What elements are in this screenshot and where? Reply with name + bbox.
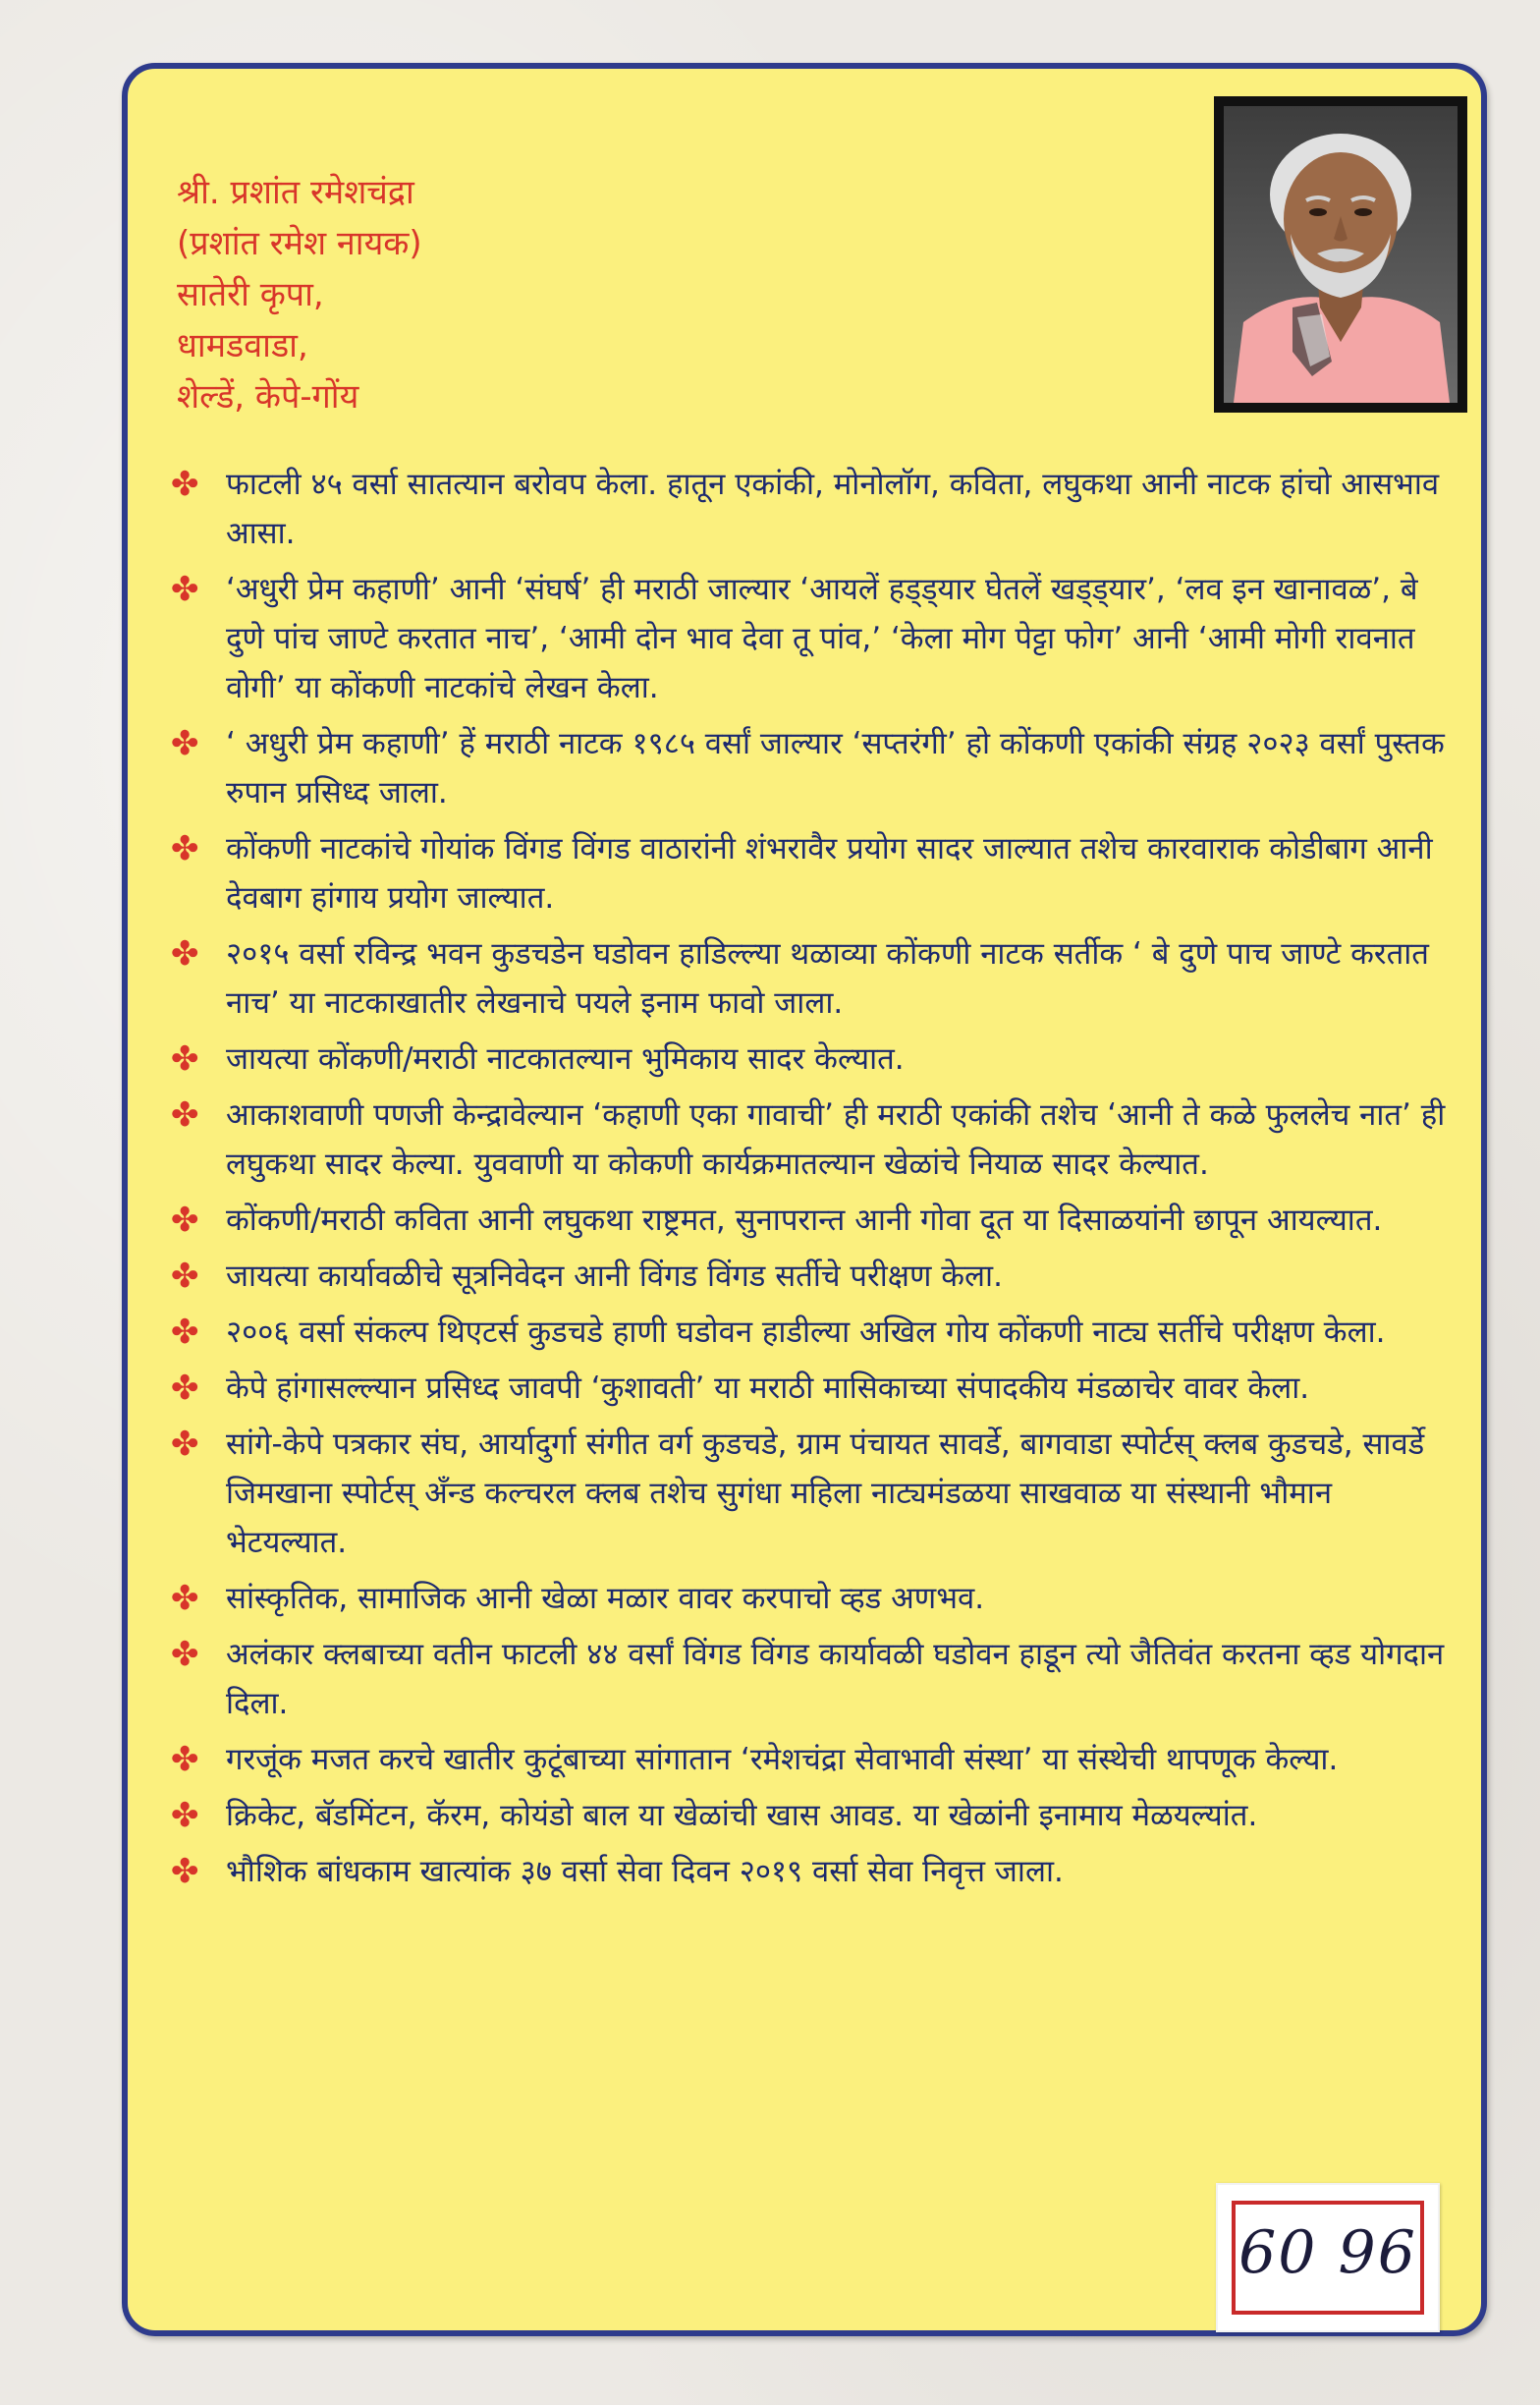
list-item [171,1364,1458,1413]
list-item-text: क्रिकेट, बॅडमिंटन, कॅरम, कोयंडो बाल या खेळांची खास आवड. या खेळांनी इनामाय मेळयल्यांत. [226,1798,1258,1833]
list-item [171,1091,1458,1189]
flower-bullet-icon: ✤ [171,1852,199,1891]
list-item [171,1791,1458,1840]
person-alt-name: (प्रशांत रमेश नायक) [177,224,422,263]
flower-bullet-icon: ✤ [171,465,199,504]
list-item-text: केपे हांगासल्ल्यान प्रसिध्द जावपी ‘कुशावती’ या मराठी मासिकाच्या संपादकीय मंडळाचेर वावर केला. [226,1370,1310,1406]
stamp-number: 60 96 [1238,2218,1417,2287]
flower-bullet-icon: ✤ [171,570,199,609]
flower-bullet-icon: ✤ [171,1095,199,1135]
list-item [171,1035,1458,1084]
list-item-text: फाटली ४५ वर्सा सातत्यान बरोवप केला. हातून एकांकी, मोनोलॉग, कविता, लघुकथा आनी नाटक हांचो आसभाव आसा. [226,467,1440,551]
flower-bullet-icon: ✤ [171,1313,199,1352]
portrait-image [1224,106,1458,403]
profile-card [122,63,1487,2336]
list-item-text: जायत्या कोंकणी/मराठी नाटकातल्यान भुमिकाय सादर केल्यात. [226,1041,905,1077]
list-item-text: कोंकणी/मराठी कविता आनी लघुकथा राष्ट्रमत, सुनापरान्त आनी गोवा दूत या दिसाळयांनी छापून आयल्यात. [226,1202,1383,1238]
portrait-illustration [1224,106,1458,403]
list-item [171,1574,1458,1623]
list-item [171,1420,1458,1567]
list-item [171,1252,1458,1301]
list-item-text: गरजूंक मजत करचे खातीर कुटूंबाच्या सांगातान ‘रमेशचंद्रा सेवाभावी संस्था’ या संस्थेची थापणूक केल्या. [226,1742,1339,1777]
flower-bullet-icon: ✤ [171,1369,199,1408]
number-stamp [1216,2183,1440,2332]
flower-bullet-icon: ✤ [171,1579,199,1618]
address-area: धामडवाडा, [177,326,308,365]
flower-bullet-icon: ✤ [171,1201,199,1240]
address-house: सातेरी कृपा, [177,275,324,314]
list-item [171,1735,1458,1784]
list-item [171,719,1458,817]
list-item [171,1196,1458,1245]
list-item [171,1630,1458,1728]
flower-bullet-icon: ✤ [171,1740,199,1779]
address-place: शेल्डें, केपे-गोंय [177,377,359,417]
flower-bullet-icon: ✤ [171,1796,199,1835]
list-item-text: आकाशवाणी पणजी केन्द्रावेल्यान ‘कहाणी एका गावाची’ ही मराठी एकांकी तशेच ‘आनी ते कळे फुललेच नात’ ही लघुकथा सादर केल्या. युववाणी या कोकणी कार्यक्रमातल्यान खेळांचे नियाळ सादर केल्यात. [226,1097,1446,1182]
flower-bullet-icon: ✤ [171,829,199,868]
flower-bullet-icon: ✤ [171,1257,199,1296]
flower-bullet-icon: ✤ [171,934,199,974]
list-item-text: सांस्कृतिक, सामाजिक आनी खेळा मळार वावर करपाचो व्हड अणभव. [226,1581,985,1616]
flower-bullet-icon: ✤ [171,1039,199,1079]
list-item-text: सांगे-केपे पत्रकार संघ, आर्यादुर्गा संगीत वर्ग कुडचडे, ग्राम पंचायत सावर्डे, बागवाडा स्पोर्टस् क्लब कुडचडे, सावर्डे जिमखाना स्पोर्टस् अँन्ड कल्चरल क्लब तशेच सुगंधा महिला नाट्यमंडळया साखवाळ या संस्थानी भौमान भेटयल्यात. [226,1426,1425,1560]
list-item-text: अलंकार क्लबाच्या वतीन फाटली ४४ वर्सां विंगड विंगड कार्यावळी घडोवन हाडून त्यो जैतिवंत करतना व्हड योगदान दिला. [226,1637,1445,1721]
person-name: श्री. प्रशांत रमेशचंद्रा [177,173,414,212]
list-item [171,824,1458,923]
list-item-text: ‘ अधुरी प्रेम कहाणी’ हें मराठी नाटक १९८५ वर्सां जाल्यार ‘सप्तरंगी’ हो कोंकणी एकांकी संग्रह २०२३ वर्सां पुस्तक रुपान प्रसिध्द जाला. [226,726,1445,811]
list-item [171,565,1458,712]
achievements-list [171,460,1458,1903]
flower-bullet-icon: ✤ [171,724,199,763]
list-item [171,460,1458,558]
list-item-text: २००६ वर्सा संकल्प थिएटर्स कुडचडे हाणी घडोवन हाडील्या अखिल गोय कोंकणी नाट्य सर्तीचे परीक्षण केला. [226,1314,1386,1350]
list-item-text: २०१५ वर्सा रविन्द्र भवन कुडचडेन घडोवन हाडिल्ल्या थळाव्या कोंकणी नाटक सर्तीक ‘ बे दुणे पाच जाण्टे करतात नाच’ या नाटकाखातीर लेखनाचे पयले इनाम फावो जाला. [226,936,1429,1021]
list-item [171,1847,1458,1896]
list-item-text: भौशिक बांधकाम खात्यांक ३७ वर्सा सेवा दिवन २०१९ वर्सा सेवा निवृत्त जाला. [226,1854,1064,1889]
list-item [171,929,1458,1028]
flower-bullet-icon: ✤ [171,1635,199,1674]
list-item-text: जायत्या कार्यावळीचे सूत्रनिवेदन आनी विंगड विंगड सर्तीचे परीक्षण केला. [226,1258,1003,1294]
flower-bullet-icon: ✤ [171,1425,199,1464]
list-item-text: कोंकणी नाटकांचे गोयांक विंगड विंगड वाठारांनी शंभरावैर प्रयोग सादर जाल्यात तशेच कारवाराक कोडीबाग आनी देवबाग हांगाय प्रयोग जाल्यात. [226,831,1433,916]
profile-photo [1214,96,1467,413]
list-item [171,1308,1458,1357]
address-block [177,167,422,422]
list-item-text: ‘अधुरी प्रेम कहाणी’ आनी ‘संघर्ष’ ही मराठी जाल्यार ‘आयलें हड्ड्यार घेतलें खड्ड्यार’, ‘लव इन खानावळ’, बे दुणे पांच जाण्टे करतात नाच’, ‘आमी दोन भाव देवा तू पांव,’ ‘केला मोग पेट्टा फोग’ आनी ‘आमी मोगी रावनात वोगी’ या कोंकणी नाटकांचे लेखन केला. [226,572,1418,705]
